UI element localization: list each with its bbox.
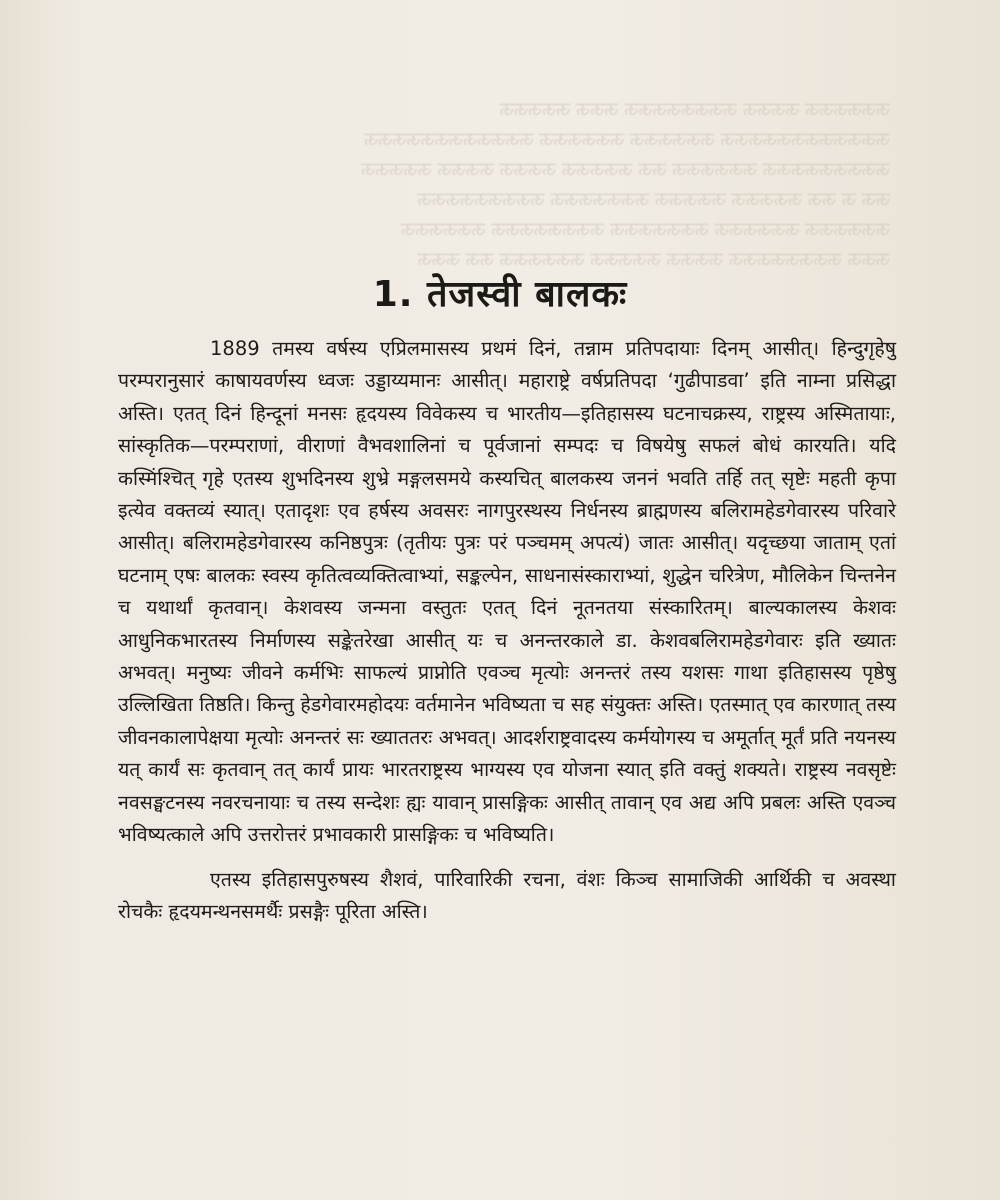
- paragraph-2: एतस्य इतिहासपुरुषस्य शैशवं, पारिवारिकी रचना, वंशः किञ्च सामाजिकी आर्थिकी च अवस्था रोचकैः हृदयमन्थनसमर्थैः प्रसङ्गैः पूरिता अस्ति।: [118, 867, 896, 923]
- bleed-through-text: ऊऊऊऊऊऊ ऊऊऊऊ ऊऊऊऊऊऊऊऊ ऊऊऊ ऊऊऊऊऊ ऊऊऊऊऊऊऊऊऊऊऊऊ ऊऊऊऊऊऊ ऊऊऊऊऊऊ ऊऊऊऊऊऊऊऊऊऊऊऊ ऊऊऊऊऊऊऊऊऊ ऊऊऊऊऊऊ ऊऊ ऊऊऊऊऊ ऊऊऊऊ ऊऊऊऊ ऊऊऊऊऊ ऊऊ ऊ ऊऊ ऊऊऊऊऊ ऊऊऊऊऊ ऊऊऊऊऊऊऊ ऊऊऊऊऊऊऊऊऊ ऊऊऊऊऊऊ ऊऊऊऊऊऊ ऊऊऊऊऊऊऊ ऊऊऊऊऊऊऊऊ ऊऊऊऊऊऊ ऊऊऊ ऊऊऊऊऊऊऊऊ ऊऊऊऊ ऊऊऊऊऊ ऊऊऊऊऊऊ ऊऊ ऊऊऊ: [361, 99, 890, 270]
- paragraph-1: 1889 तमस्य वर्षस्य एप्रिलमासस्य प्रथमं दिनं, तन्नाम प्रतिपदायाः दिनम् आसीत्। हिन्दुगृहेषु परम्परानुसारं काषायवर्णस्य ध्वजः उड्डाय्यमानः आसीत्। महाराष्ट्रे वर्षप्रतिपदा ‘गुढीपाडवा’ इति नाम्ना प्रसिद्धा अस्ति। एतत् दिनं हिन्दूनां मनसः हृदयस्य विवेकस्य च भारतीय—इतिहासस्य घटनाचक्रस्य, राष्ट्रस्य अस्मितायाः, सांस्कृतिक—परम्पराणां, वीराणां वैभवशालिनां च पूर्वजानां सम्पदः च विषयेषु सफलं बोधं कारयति। यदि कस्मिंश्चित् गृहे एतस्य शुभदिनस्य शुभ्रे मङ्गलसमये कस्यचित् बालकस्य जननं भवति तर्हि तत् सृष्टेः महती कृपा इत्येव वक्तव्यं स्यात्। एतादृशः एव हर्षस्य अवसरः नागपुरस्थस्य निर्धनस्य ब्राह्मणस्य बलिरामहेडगेवारस्य परिवारे आसीत्। बलिरामहेडगेवारस्य कनिष्ठपुत्रः (तृतीयः पुत्रः परं पञ्चमम् अपत्यं) जातः आसीत्। यदृच्छया जाताम् एतां घटनाम् एषः बालकः स्वस्य कृतित्वव्यक्तित्वाभ्यां, सङ्कल्पेन, साधनासंस्काराभ्यां, शुद्धेन चरित्रेण, मौलिकेन चिन्तनेन च यथार्थां कृतवान्। केशवस्य जन्मना वस्तुतः एतत् दिनं नूतनतया संस्कारितम्। बाल्यकालस्य केशवः आधुनिकभारतस्य निर्माणस्य सङ्केतरेखा आसीत् यः च अनन्तरकाले डा. केशवबलिरामहेडगेवारः इति ख्यातः अभवत्। मनुष्यः जीवने कर्मभिः साफल्यं प्राप्नोति एवञ्च मृत्योः अनन्तरं तस्य यशसः गाथा इतिहासस्य पृष्ठेषु उल्लिखिता तिष्ठति। किन्तु हेडगेवारमहोदयः वर्तमानेन भविष्यता च सह संयुक्तः अस्ति। एतस्मात् एव कारणात् तस्य जीवनकालापेक्षया मृत्योः अनन्तरं सः ख्याततरः अभवत्। आदर्शराष्ट्रवादस्य कर्मयोगस्य च अमूर्तात् मूर्तं प्रति नयनस्य यत् कार्यं सः कृतवान् तत् कार्यं प्रायः भारतराष्ट्रस्य भाग्यस्य एव योजना स्यात् इति वक्तुं शक्यते। राष्ट्रस्य नवसृष्टेः नवसङ्घटनस्य नवरचनायाः च तस्य सन्देशः ह्यः यावान् प्रासङ्गिकः आसीत् तावान् एव अद्य अपि प्रबलः अस्ति एवञ्च भविष्यत्काले अपि उत्तरोत्तरं प्रभावकारी प्रासङ्गिकः च भविष्यति।: [118, 337, 896, 847]
- chapter-body: [118, 333, 896, 928]
- chapter-title: 1. तेजस्वी बालकः: [372, 274, 628, 315]
